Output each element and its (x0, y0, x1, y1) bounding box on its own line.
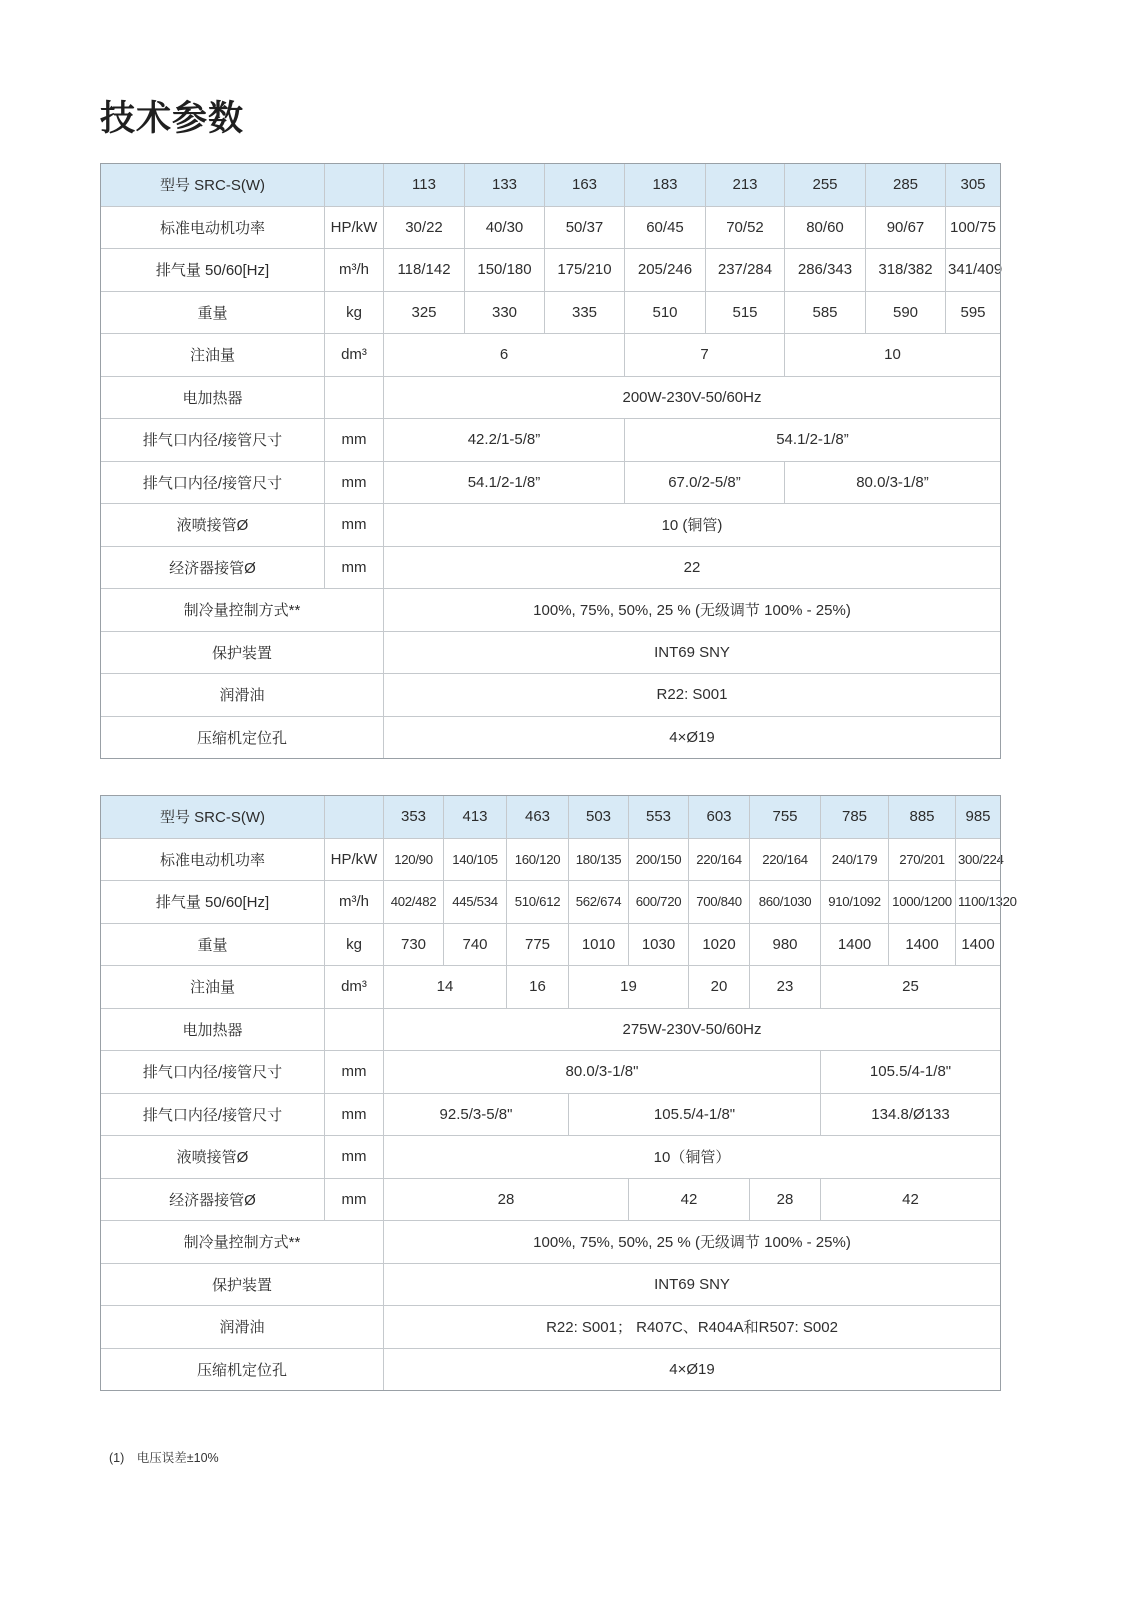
table-row (101, 1008, 1001, 1051)
unit-cell: HP/kW (325, 838, 384, 881)
spec-label-cell: 注油量 (101, 966, 325, 1009)
spec-label-cell: 润滑油 (101, 674, 384, 717)
table-row (101, 674, 1001, 717)
unit-cell: m³/h (325, 881, 384, 924)
value-cell: 42 (629, 1178, 750, 1221)
value-cell: 10（铜管） (384, 1136, 1001, 1179)
header-model-cell: 305 (946, 164, 1001, 207)
table-row (101, 206, 1001, 249)
header-row (101, 164, 1001, 207)
table-row (101, 546, 1001, 589)
value-cell: 150/180 (465, 249, 545, 292)
value-cell: INT69 SNY (384, 1263, 1001, 1306)
value-cell: 205/246 (625, 249, 706, 292)
value-cell: 70/52 (706, 206, 785, 249)
header-model-cell: 553 (629, 796, 689, 839)
value-cell: 42.2/1-5/8” (384, 419, 625, 462)
value-cell: 585 (785, 291, 866, 334)
value-cell: 80/60 (785, 206, 866, 249)
header-model-cell: 255 (785, 164, 866, 207)
header-model-label: 型号 SRC-S(W) (101, 796, 325, 839)
table-row (101, 376, 1001, 419)
value-cell: 860/1030 (750, 881, 821, 924)
table-row (101, 838, 1001, 881)
table-row (101, 1051, 1001, 1094)
value-cell: 23 (750, 966, 821, 1009)
unit-cell: mm (325, 419, 384, 462)
value-cell: 92.5/3-5/8" (384, 1093, 569, 1136)
spec-label-cell: 制冷量控制方式** (101, 589, 384, 632)
value-cell: 20 (689, 966, 750, 1009)
header-model-cell: 113 (384, 164, 465, 207)
value-cell: 60/45 (625, 206, 706, 249)
unit-cell: mm (325, 504, 384, 547)
value-cell: 325 (384, 291, 465, 334)
spec-label-cell: 标准电动机功率 (101, 206, 325, 249)
table-row (101, 1263, 1001, 1306)
value-cell: 1400 (889, 923, 956, 966)
value-cell: 54.1/2-1/8” (625, 419, 1001, 462)
table-row (101, 334, 1001, 377)
value-cell: 270/201 (889, 838, 956, 881)
spec-table-2 (100, 795, 1017, 1391)
value-cell: 220/164 (689, 838, 750, 881)
table-2-header (101, 796, 1001, 839)
value-cell: 175/210 (545, 249, 625, 292)
spec-label-cell: 电加热器 (101, 1008, 325, 1051)
value-cell: 134.8/Ø133 (821, 1093, 1001, 1136)
value-cell: 100%, 75%, 50%, 25 % (无级调节 100% - 25%) (384, 1221, 1001, 1264)
value-cell: 118/142 (384, 249, 465, 292)
spec-label-cell: 压缩机定位孔 (101, 716, 384, 759)
table-row (101, 1093, 1001, 1136)
table-row (101, 1136, 1001, 1179)
spec-label-cell: 经济器接管Ø (101, 546, 325, 589)
header-model-cell: 985 (956, 796, 1001, 839)
value-cell: 300/224 (956, 838, 1001, 881)
value-cell: 28 (750, 1178, 821, 1221)
value-cell: 510 (625, 291, 706, 334)
value-cell: 40/30 (465, 206, 545, 249)
table-row (101, 291, 1001, 334)
value-cell: 100/75 (946, 206, 1001, 249)
footnote: (1) 电压误差±10% (109, 1451, 219, 1465)
value-cell: 1000/1200 (889, 881, 956, 924)
value-cell: 10 (785, 334, 1001, 377)
header-model-cell: 285 (866, 164, 946, 207)
value-cell: 22 (384, 546, 1001, 589)
spec-label-cell: 保护装置 (101, 631, 384, 674)
table-row (101, 1306, 1001, 1349)
spec-label-cell: 排气口内径/接管尺寸 (101, 419, 325, 462)
unit-cell: m³/h (325, 249, 384, 292)
value-cell: 19 (569, 966, 689, 1009)
header-model-cell: 463 (507, 796, 569, 839)
value-cell: 50/37 (545, 206, 625, 249)
value-cell: 120/90 (384, 838, 444, 881)
unit-cell: mm (325, 1178, 384, 1221)
value-cell: 200/150 (629, 838, 689, 881)
value-cell: 30/22 (384, 206, 465, 249)
value-cell: 1020 (689, 923, 750, 966)
value-cell: 335 (545, 291, 625, 334)
value-cell: 7 (625, 334, 785, 377)
header-model-cell: 755 (750, 796, 821, 839)
spec-label-cell: 排气量 50/60[Hz] (101, 881, 325, 924)
value-cell: 237/284 (706, 249, 785, 292)
header-model-cell: 133 (465, 164, 545, 207)
value-cell: 590 (866, 291, 946, 334)
value-cell: 1400 (956, 923, 1001, 966)
value-cell: 28 (384, 1178, 629, 1221)
spec-table-1 (100, 163, 1001, 759)
table-row (101, 419, 1001, 462)
spec-label-cell: 排气口内径/接管尺寸 (101, 1093, 325, 1136)
value-cell: 402/482 (384, 881, 444, 924)
value-cell: 700/840 (689, 881, 750, 924)
value-cell: 180/135 (569, 838, 629, 881)
table-row (101, 881, 1001, 924)
value-cell: 318/382 (866, 249, 946, 292)
value-cell: 105.5/4-1/8" (569, 1093, 821, 1136)
unit-cell: dm³ (325, 334, 384, 377)
value-cell: 140/105 (444, 838, 507, 881)
table-2-body (101, 838, 1017, 1391)
spec-label-cell: 重量 (101, 923, 325, 966)
value-cell: 775 (507, 923, 569, 966)
table-row (101, 1348, 1001, 1391)
table-row (101, 589, 1001, 632)
table-row (101, 716, 1001, 759)
spec-label-cell: 经济器接管Ø (101, 1178, 325, 1221)
value-cell: 730 (384, 923, 444, 966)
value-cell: 330 (465, 291, 545, 334)
table-1-body (101, 206, 1001, 759)
value-cell: 1400 (821, 923, 889, 966)
value-cell: INT69 SNY (384, 631, 1001, 674)
spec-label-cell: 重量 (101, 291, 325, 334)
unit-cell: kg (325, 291, 384, 334)
spec-label-cell: 排气量 50/60[Hz] (101, 249, 325, 292)
header-model-cell: 213 (706, 164, 785, 207)
value-cell: 67.0/2-5/8” (625, 461, 785, 504)
unit-cell (325, 376, 384, 419)
value-cell: R22: S001； R407C、R404A和R507: S002 (384, 1306, 1001, 1349)
table-row (101, 923, 1001, 966)
value-cell: 25 (821, 966, 1001, 1009)
value-cell: 160/120 (507, 838, 569, 881)
value-cell: 240/179 (821, 838, 889, 881)
unit-cell: mm (325, 1093, 384, 1136)
spec-label-cell: 排气口内径/接管尺寸 (101, 461, 325, 504)
value-cell: 54.1/2-1/8” (384, 461, 625, 504)
value-cell: 42 (821, 1178, 1001, 1221)
table-row (101, 1178, 1001, 1221)
value-cell: 286/343 (785, 249, 866, 292)
value-cell: 100%, 75%, 50%, 25 % (无级调节 100% - 25%) (384, 589, 1001, 632)
header-model-cell: 785 (821, 796, 889, 839)
value-cell: 80.0/3-1/8” (785, 461, 1001, 504)
value-cell: 275W-230V-50/60Hz (384, 1008, 1001, 1051)
value-cell: 515 (706, 291, 785, 334)
spec-label-cell: 标准电动机功率 (101, 838, 325, 881)
unit-cell: HP/kW (325, 206, 384, 249)
value-cell: R22: S001 (384, 674, 1001, 717)
value-cell: 6 (384, 334, 625, 377)
table-row (101, 1221, 1001, 1264)
value-cell: 445/534 (444, 881, 507, 924)
value-cell: 595 (946, 291, 1001, 334)
spec-label-cell: 排气口内径/接管尺寸 (101, 1051, 325, 1094)
value-cell: 1100/1320 (956, 881, 1001, 924)
value-cell: 1010 (569, 923, 629, 966)
header-model-cell: 163 (545, 164, 625, 207)
header-model-cell: 183 (625, 164, 706, 207)
value-cell: 80.0/3-1/8" (384, 1051, 821, 1094)
unit-cell: mm (325, 461, 384, 504)
spec-label-cell: 液喷接管Ø (101, 1136, 325, 1179)
spec-label-cell: 制冷量控制方式** (101, 1221, 384, 1264)
value-cell: 740 (444, 923, 507, 966)
unit-cell: mm (325, 1136, 384, 1179)
spec-label-cell: 润滑油 (101, 1306, 384, 1349)
header-row (101, 796, 1001, 839)
header-unit-cell (325, 796, 384, 839)
unit-cell (325, 1008, 384, 1051)
table-row (101, 966, 1001, 1009)
header-model-cell: 353 (384, 796, 444, 839)
table-row (101, 461, 1001, 504)
value-cell: 4×Ø19 (384, 716, 1001, 759)
unit-cell: mm (325, 1051, 384, 1094)
value-cell: 16 (507, 966, 569, 1009)
spec-label-cell: 注油量 (101, 334, 325, 377)
value-cell: 510/612 (507, 881, 569, 924)
value-cell: 4×Ø19 (384, 1348, 1001, 1391)
table-row (101, 631, 1001, 674)
table-row (101, 504, 1001, 547)
header-model-label: 型号 SRC-S(W) (101, 164, 325, 207)
value-cell: 341/409 (946, 249, 1001, 292)
value-cell: 980 (750, 923, 821, 966)
value-cell: 562/674 (569, 881, 629, 924)
header-model-cell: 503 (569, 796, 629, 839)
value-cell: 90/67 (866, 206, 946, 249)
value-cell: 910/1092 (821, 881, 889, 924)
value-cell: 14 (384, 966, 507, 1009)
header-model-cell: 885 (889, 796, 956, 839)
header-unit-cell (325, 164, 384, 207)
spec-label-cell: 压缩机定位孔 (101, 1348, 384, 1391)
table-row (101, 249, 1001, 292)
page-title: 技术参数 (100, 99, 245, 138)
unit-cell: mm (325, 546, 384, 589)
header-model-cell: 413 (444, 796, 507, 839)
unit-cell: kg (325, 923, 384, 966)
value-cell: 220/164 (750, 838, 821, 881)
table-1-header (101, 164, 1001, 207)
value-cell: 105.5/4-1/8" (821, 1051, 1001, 1094)
spec-label-cell: 保护装置 (101, 1263, 384, 1306)
unit-cell: dm³ (325, 966, 384, 1009)
value-cell: 600/720 (629, 881, 689, 924)
value-cell: 200W-230V-50/60Hz (384, 376, 1001, 419)
header-model-cell: 603 (689, 796, 750, 839)
spec-label-cell: 液喷接管Ø (101, 504, 325, 547)
spec-label-cell: 电加热器 (101, 376, 325, 419)
value-cell: 10 (铜管) (384, 504, 1001, 547)
value-cell: 1030 (629, 923, 689, 966)
